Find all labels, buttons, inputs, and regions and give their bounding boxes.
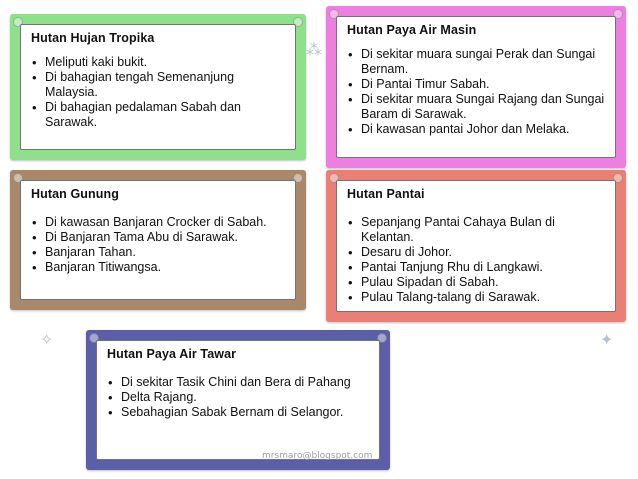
list-item: • Di kawasan pantai Johor dan Melaka. <box>347 122 605 137</box>
list-item: • Pantai Tanjung Rhu di Langkawi. <box>347 260 605 275</box>
card-hutan-gunung <box>10 170 306 310</box>
list-item: • Di kawasan Banjaran Crocker di Sabah. <box>31 215 285 230</box>
card-hutan-hujan-tropika <box>10 14 306 160</box>
card-title: Hutan Paya Air Masin <box>347 23 477 37</box>
list-item: • Sebahagian Sabak Bernam di Selangor. <box>107 405 369 420</box>
watermark: mrsmaro@blogspot.com <box>262 451 373 461</box>
list-item: • Banjaran Titiwangsa. <box>31 260 285 275</box>
card-title: Hutan Pantai <box>347 187 425 201</box>
list-item: • Di sekitar Tasik Chini dan Bera di Pahang <box>107 375 369 390</box>
list-item: • Desaru di Johor. <box>347 245 605 260</box>
list-item: • Di bahagian pedalaman Sabah dan Sarawak. <box>31 100 285 130</box>
list-item: • Di bahagian tengah Semenanjung Malaysia. <box>31 70 285 100</box>
card-hutan-paya-air-tawar <box>86 330 390 470</box>
list-item: • Banjaran Tahan. <box>31 245 285 260</box>
list-item: • Pulau Sipadan di Sabah. <box>347 275 605 290</box>
background-doodle: ✧ <box>40 330 54 349</box>
list-item: • Delta Rajang. <box>107 390 369 405</box>
list-item: • Di Pantai Timur Sabah. <box>347 77 605 92</box>
background-doodle: ✦ <box>600 330 614 349</box>
list-item: • Di sekitar muara sungai Perak dan Sungai Bernam. <box>347 47 605 77</box>
list-item: • Meliputi kaki bukit. <box>31 55 285 70</box>
card-title: Hutan Paya Air Tawar <box>107 347 237 361</box>
background-doodle: ⁂ <box>306 40 322 59</box>
list-item: • Pulau Talang-talang di Sarawak. <box>347 290 605 305</box>
card-hutan-pantai <box>326 170 626 322</box>
card-list <box>107 375 369 420</box>
card-list <box>31 215 285 275</box>
list-item: • Sepanjang Pantai Cahaya Bulan di Kelantan. <box>347 215 605 245</box>
card-title: Hutan Gunung <box>31 187 119 201</box>
card-hutan-paya-air-masin <box>326 6 626 168</box>
list-item: • Di sekitar muara Sungai Rajang dan Sungai Baram di Sarawak. <box>347 92 605 122</box>
card-list <box>347 215 605 305</box>
card-list <box>347 47 605 137</box>
card-list <box>31 55 285 130</box>
list-item: • Di Banjaran Tama Abu di Sarawak. <box>31 230 285 245</box>
card-title: Hutan Hujan Tropika <box>31 31 155 45</box>
